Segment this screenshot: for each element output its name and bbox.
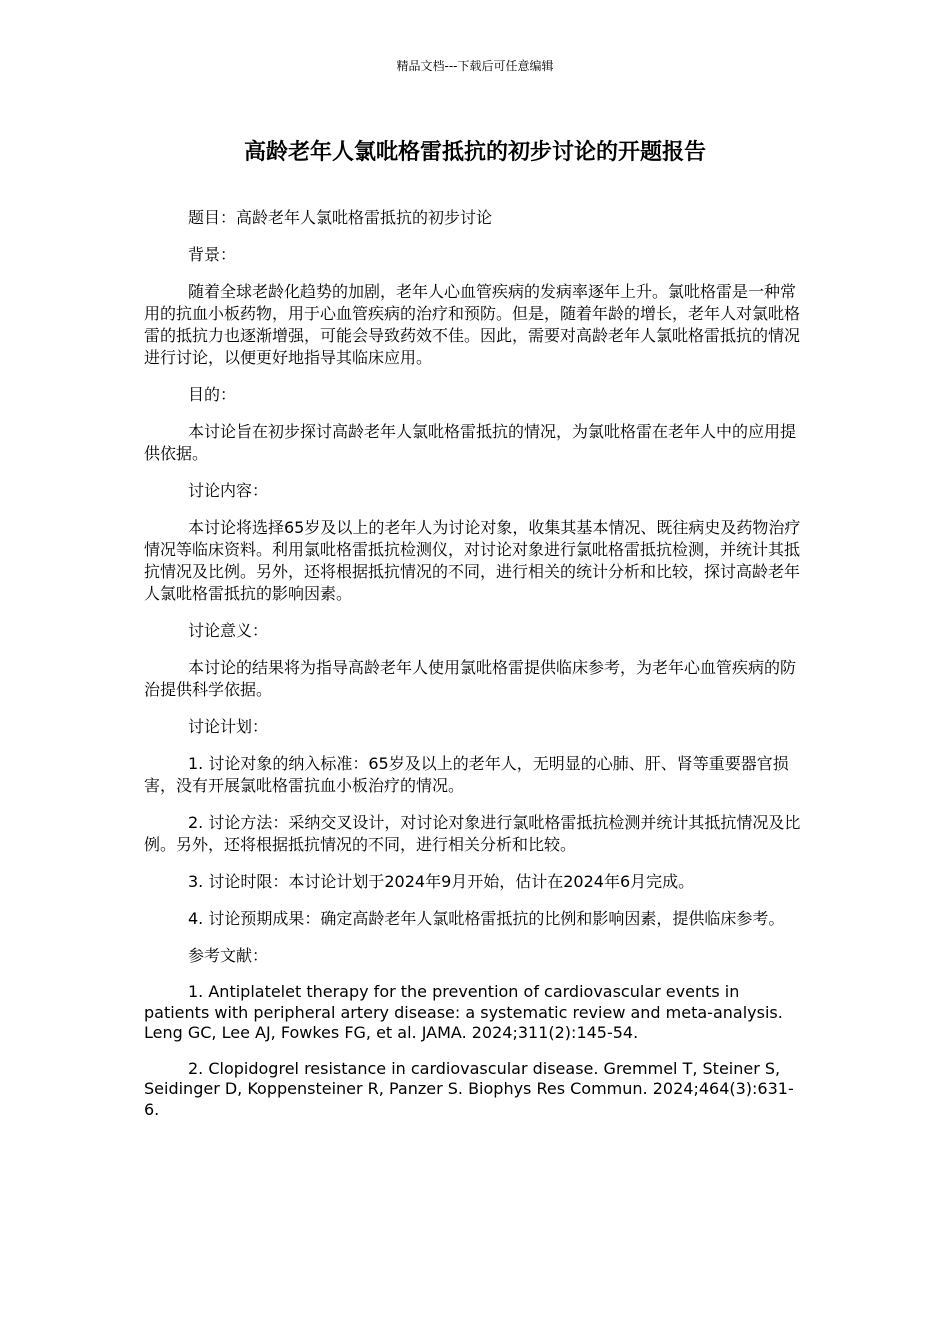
background-heading: 背景： xyxy=(188,245,237,264)
reference-item: 1. Antiplatelet therapy for the prevention of cardiovascular events in patients with peripheral artery disease: a systematic review and meta-analysis. Leng GC, Lee AJ, Fowkes FG, et al. JAMA. 2024;311(2):145-54. xyxy=(144,982,783,1042)
content-text: 本讨论将选择65岁及以上的老年人为讨论对象，收集其基本情况、既往病史及药物治疗情况等临床资料。利用氯吡格雷抵抗检测仪，对讨论对象进行氯吡格雷抵抗检测，并统计其抵抗情况及比例。另外，还将根据抵抗情况的不同，进行相关的统计分析和比较，探讨高龄老年人氯吡格雷抵抗的影响因素。 xyxy=(144,518,801,603)
purpose-heading: 目的： xyxy=(188,385,237,404)
plan-item: 3. 讨论时限：本讨论计划于2024年9月开始，估计在2024年6月完成。 xyxy=(188,872,695,891)
significance-heading: 讨论意义： xyxy=(188,621,269,640)
document-title: 高龄老年人氯吡格雷抵抗的初步讨论的开题报告 xyxy=(243,140,706,165)
background-text: 随着全球老龄化趋势的加剧，老年人心血管疾病的发病率逐年上升。氯吡格雷是一种常用的抗血小板药物，用于心血管疾病的治疗和预防。但是，随着年龄的增长，老年人对氯吡格雷的抵抗力也逐渐增强，可能会导致药效不佳。因此，需要对高龄老年人氯吡格雷抵抗的情况进行讨论，以便更好地指导其临床应用。 xyxy=(144,282,801,367)
references-heading: 参考文献： xyxy=(188,946,269,965)
plan-item: 1. 讨论对象的纳入标准：65岁及以上的老年人，无明显的心肺、肝、肾等重要器官损害，没有开展氯吡格雷抗血小板治疗的情况。 xyxy=(144,754,789,795)
plan-item: 4. 讨论预期成果：确定高龄老年人氯吡格雷抵抗的比例和影响因素，提供临床参考。 xyxy=(188,909,785,928)
reference-item: 2. Clopidogrel resistance in cardiovascular disease. Gremmel T, Steiner S, Seidinger D, Koppensteiner R, Panzer S. Biophys Res Commun. 2024;464(3):631-6. xyxy=(144,1058,794,1119)
references-section xyxy=(144,945,806,1120)
purpose-text: 本讨论旨在初步探讨高龄老年人氯吡格雷抵抗的情况，为氯吡格雷在老年人中的应用提供依据。 xyxy=(144,422,797,463)
significance-text: 本讨论的结果将为指导高龄老年人使用氯吡格雷提供临床参考，为老年心血管疾病的防治提供科学依据。 xyxy=(144,658,797,699)
header-note: 精品文档---下载后可任意编辑 xyxy=(396,59,554,73)
topic-line: 题目：高龄老年人氯吡格雷抵抗的初步讨论 xyxy=(188,208,493,227)
content-heading: 讨论内容： xyxy=(188,481,269,500)
plan-item: 2. 讨论方法：采纳交叉设计，对讨论对象进行氯吡格雷抵抗检测并统计其抵抗情况及比例。另外，还将根据抵抗情况的不同，进行相关分析和比较。 xyxy=(144,813,801,854)
document-body xyxy=(144,207,806,1120)
plan-heading: 讨论计划： xyxy=(188,717,269,736)
